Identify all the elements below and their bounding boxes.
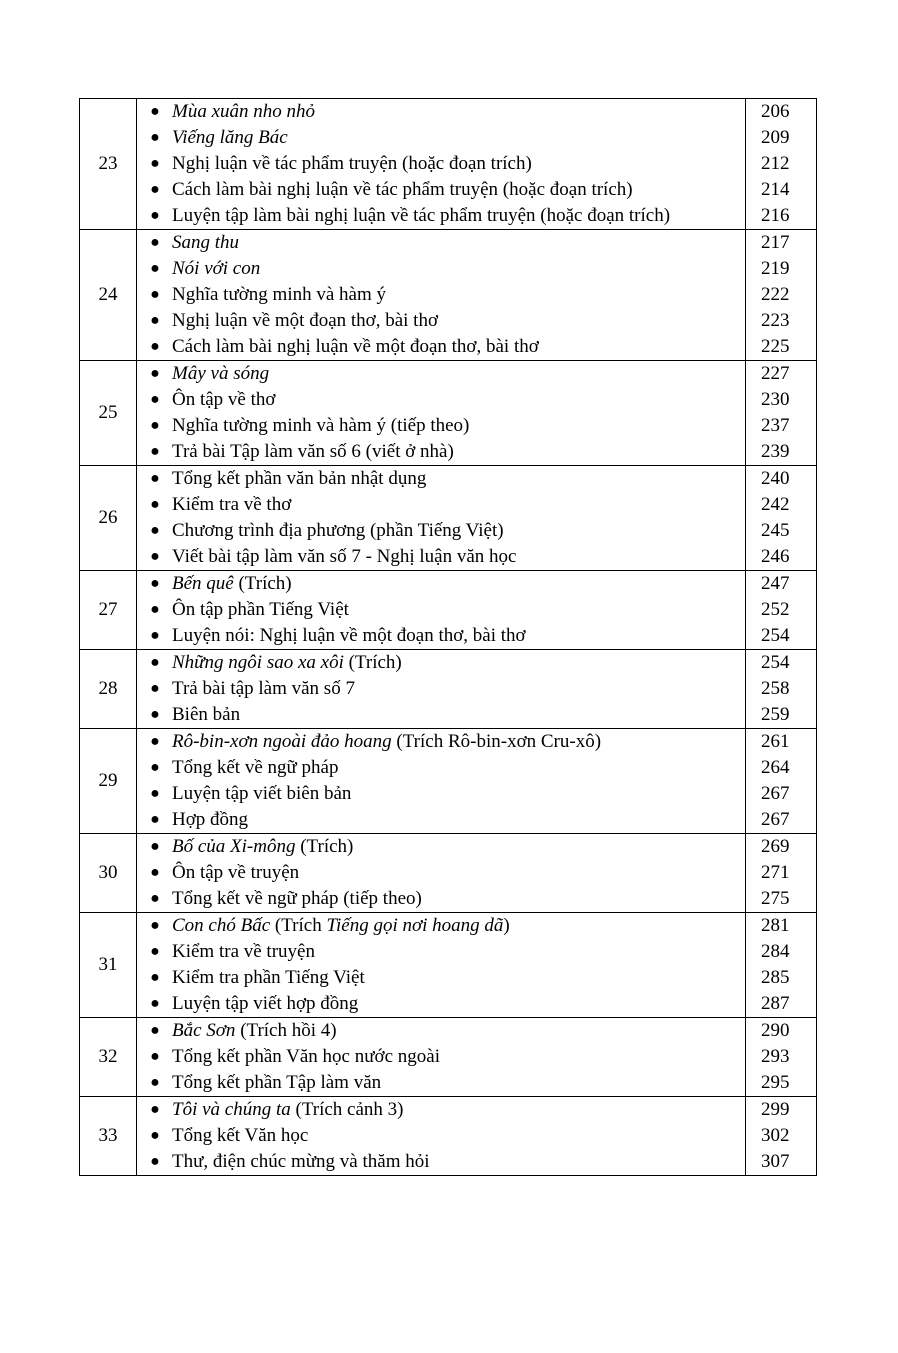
week-number: 27 (80, 571, 137, 650)
page-number: 212 (761, 153, 790, 174)
lesson-text: Kiểm tra về truyện (172, 941, 315, 962)
page-number: 275 (761, 888, 790, 909)
page-number: 254 (761, 652, 790, 673)
bullet-icon: ● (150, 548, 160, 565)
lesson-item (137, 755, 745, 781)
page-number: 254 (761, 625, 790, 646)
lesson-text: Trả bài tập làm văn số 7 (172, 678, 355, 699)
lesson-title-italic: Sang thu (172, 232, 240, 253)
lesson-item (137, 886, 745, 912)
week-row (80, 1018, 817, 1097)
bullet-icon: ● (150, 890, 160, 907)
week-row (80, 99, 817, 230)
lesson-list (137, 650, 746, 729)
bullet-icon: ● (150, 470, 160, 487)
lesson-item (137, 413, 745, 439)
page-list (746, 1097, 817, 1176)
bullet-icon: ● (150, 129, 160, 146)
page-number: 246 (761, 546, 790, 567)
lesson-list (137, 571, 746, 650)
bullet-icon: ● (150, 627, 160, 644)
lesson-text: Nghị luận về tác phẩm truyện (hoặc đoạn trích) (172, 153, 532, 174)
lesson-item (137, 807, 745, 833)
page-number: 258 (761, 678, 790, 699)
lesson-text: (Trích cảnh 3) (290, 1099, 404, 1120)
lesson-list (137, 466, 746, 571)
page-number: 271 (761, 862, 790, 883)
lesson-title-italic: Con chó Bấc (172, 915, 271, 936)
lesson-text: Tổng kết phần Tập làm văn (172, 1072, 382, 1093)
week-number: 32 (80, 1018, 137, 1097)
lesson-list (137, 1097, 746, 1176)
lesson-item (137, 1123, 745, 1149)
lesson-item (137, 623, 745, 649)
page-list (746, 230, 817, 361)
week-number: 30 (80, 834, 137, 913)
bullet-icon: ● (150, 680, 160, 697)
bullet-icon: ● (150, 864, 160, 881)
lesson-item (137, 334, 745, 360)
bullet-icon: ● (150, 995, 160, 1012)
lesson-item (137, 597, 745, 623)
week-row (80, 466, 817, 571)
lesson-title-italic: Viếng lăng Bác (172, 127, 288, 148)
week-number: 25 (80, 361, 137, 466)
lesson-list (137, 1018, 746, 1097)
lesson-text: Thư, điện chúc mừng và thăm hỏi (172, 1151, 430, 1172)
lesson-text: Luyện tập viết hợp đồng (172, 993, 359, 1014)
page-number: 295 (761, 1072, 790, 1093)
page-number: 240 (761, 468, 790, 489)
lesson-text: Nghĩa tường minh và hàm ý (tiếp theo) (172, 415, 470, 436)
lesson-text: Kiểm tra về thơ (172, 494, 292, 515)
page-list (746, 571, 817, 650)
page-list (746, 729, 817, 834)
page-number: 261 (761, 731, 790, 752)
bullet-icon: ● (150, 155, 160, 172)
page-number: 284 (761, 941, 790, 962)
week-row (80, 1097, 817, 1176)
lesson-text: Chương trình địa phương (phần Tiếng Việt) (172, 520, 504, 541)
bullet-icon: ● (150, 365, 160, 382)
lesson-item (137, 991, 745, 1017)
lesson-title-italic: Bố của Xi-mông (172, 836, 296, 857)
page-number: 290 (761, 1020, 790, 1041)
page-number: 267 (761, 783, 790, 804)
lesson-title-italic: Mây và sóng (172, 363, 270, 384)
lesson-text: Ôn tập về truyện (172, 862, 300, 883)
lesson-text: Luyện tập viết biên bản (172, 783, 352, 804)
lesson-item (137, 230, 745, 256)
page-list (746, 99, 817, 230)
lesson-text: Tổng kết phần Văn học nước ngoài (172, 1046, 440, 1067)
lesson-text: Nghị luận về một đoạn thơ, bài thơ (172, 310, 438, 331)
week-row (80, 913, 817, 1018)
bullet-icon: ● (150, 496, 160, 513)
page-number: 230 (761, 389, 790, 410)
page-list (746, 466, 817, 571)
page-number: 225 (761, 336, 790, 357)
lesson-item (137, 860, 745, 886)
page-number: 219 (761, 258, 790, 279)
lesson-text: Nghĩa tường minh và hàm ý (172, 284, 387, 305)
page-number: 299 (761, 1099, 790, 1120)
bullet-icon: ● (150, 654, 160, 671)
lesson-title-italic: Bắc Sơn (172, 1020, 236, 1041)
lesson-item (137, 1097, 745, 1123)
lesson-item (137, 125, 745, 151)
lesson-item (137, 492, 745, 518)
page-number: 259 (761, 704, 790, 725)
lesson-item (137, 1070, 745, 1096)
lesson-text: (Trích (270, 915, 327, 936)
page-number: 214 (761, 179, 790, 200)
lesson-item (137, 177, 745, 203)
lesson-text: Tổng kết về ngữ pháp (tiếp theo) (172, 888, 422, 909)
lesson-list (137, 361, 746, 466)
week-number: 33 (80, 1097, 137, 1176)
page-number: 223 (761, 310, 790, 331)
lesson-item (137, 676, 745, 702)
page-list (746, 1018, 817, 1097)
page-number: 287 (761, 993, 790, 1014)
lesson-text: Ôn tập phần Tiếng Việt (172, 599, 349, 620)
lesson-text: Tổng kết Văn học (172, 1125, 309, 1146)
week-number: 31 (80, 913, 137, 1018)
lesson-item (137, 203, 745, 229)
bullet-icon: ● (150, 1048, 160, 1065)
lesson-text: (Trích) (343, 652, 402, 673)
lesson-item (137, 965, 745, 991)
lesson-item (137, 781, 745, 807)
lesson-item (137, 1018, 745, 1044)
lesson-item (137, 361, 745, 387)
lesson-item (137, 466, 745, 492)
week-row (80, 650, 817, 729)
lesson-text: Hợp đồng (172, 809, 249, 830)
week-row (80, 230, 817, 361)
bullet-icon: ● (150, 260, 160, 277)
page-number: 222 (761, 284, 790, 305)
week-row (80, 729, 817, 834)
page-number: 269 (761, 836, 790, 857)
lesson-item (137, 729, 745, 755)
page-number: 252 (761, 599, 790, 620)
lesson-title-italic: Nói với con (172, 258, 261, 279)
bullet-icon: ● (150, 575, 160, 592)
bullet-icon: ● (150, 417, 160, 434)
page-number: 264 (761, 757, 790, 778)
bullet-icon: ● (150, 443, 160, 460)
lesson-title-italic: Những ngôi sao xa xôi (172, 652, 344, 673)
bullet-icon: ● (150, 838, 160, 855)
lesson-item (137, 702, 745, 728)
bullet-icon: ● (150, 811, 160, 828)
lesson-title-italic: Tôi và chúng ta (172, 1099, 291, 1120)
lesson-text: ) (503, 915, 510, 936)
bullet-icon: ● (150, 785, 160, 802)
bullet-icon: ● (150, 1022, 160, 1039)
lesson-text: Trả bài Tập làm văn số 6 (viết ở nhà) (172, 441, 454, 462)
lesson-text: Cách làm bài nghị luận về một đoạn thơ, bài thơ (172, 336, 539, 357)
week-row (80, 571, 817, 650)
lesson-text: Luyện nói: Nghị luận về một đoạn thơ, bài thơ (172, 625, 526, 646)
week-number: 23 (80, 99, 137, 230)
lesson-list (137, 99, 746, 230)
page-number: 217 (761, 232, 790, 253)
bullet-icon: ● (150, 733, 160, 750)
lesson-text: Luyện tập làm bài nghị luận về tác phẩm truyện (hoặc đoạn trích) (172, 205, 671, 226)
bullet-icon: ● (150, 181, 160, 198)
week-number: 29 (80, 729, 137, 834)
lesson-title-italic: Tiếng gọi nơi hoang dã (326, 915, 504, 936)
lesson-title-italic: Bến quê (172, 573, 234, 594)
week-row (80, 361, 817, 466)
page-number: 267 (761, 809, 790, 830)
lesson-item (137, 282, 745, 308)
page-number: 307 (761, 1151, 790, 1172)
bullet-icon: ● (150, 286, 160, 303)
page-list (746, 650, 817, 729)
lesson-item (137, 834, 745, 860)
lesson-item (137, 151, 745, 177)
page-list (746, 834, 817, 913)
lesson-title-italic: Rô-bin-xơn ngoài đảo hoang (172, 731, 392, 752)
page-list (746, 361, 817, 466)
lesson-list (137, 729, 746, 834)
lesson-item (137, 308, 745, 334)
bullet-icon: ● (150, 103, 160, 120)
lesson-text: (Trích) (233, 573, 292, 594)
lesson-list (137, 834, 746, 913)
page-number: 247 (761, 573, 790, 594)
toc-body (80, 99, 817, 1176)
bullet-icon: ● (150, 601, 160, 618)
week-row (80, 834, 817, 913)
page-number: 281 (761, 915, 790, 936)
page-number: 302 (761, 1125, 790, 1146)
lesson-item (137, 913, 745, 939)
lesson-item (137, 571, 745, 597)
lesson-text: Kiểm tra phần Tiếng Việt (172, 967, 365, 988)
bullet-icon: ● (150, 917, 160, 934)
bullet-icon: ● (150, 706, 160, 723)
lesson-text: Cách làm bài nghị luận về tác phẩm truyện (hoặc đoạn trích) (172, 179, 633, 200)
bullet-icon: ● (150, 759, 160, 776)
page-number: 245 (761, 520, 790, 541)
bullet-icon: ● (150, 391, 160, 408)
bullet-icon: ● (150, 234, 160, 251)
lesson-text: Ôn tập về thơ (172, 389, 276, 410)
lesson-list (137, 230, 746, 361)
bullet-icon: ● (150, 312, 160, 329)
lesson-item (137, 387, 745, 413)
page-number: 227 (761, 363, 790, 384)
lesson-text: Viết bài tập làm văn số 7 - Nghị luận văn học (172, 546, 517, 567)
bullet-icon: ● (150, 207, 160, 224)
table-of-contents (79, 98, 817, 1176)
lesson-text: Tổng kết về ngữ pháp (172, 757, 339, 778)
bullet-icon: ● (150, 338, 160, 355)
bullet-icon: ● (150, 1127, 160, 1144)
lesson-item (137, 650, 745, 676)
lesson-item (137, 1149, 745, 1175)
lesson-list (137, 913, 746, 1018)
week-number: 28 (80, 650, 137, 729)
page-number: 239 (761, 441, 790, 462)
lesson-text: (Trích Rô-bin-xơn Cru-xô) (391, 731, 602, 752)
page-number: 206 (761, 101, 790, 122)
bullet-icon: ● (150, 1153, 160, 1170)
lesson-title-italic: Mùa xuân nho nhỏ (172, 101, 316, 122)
bullet-icon: ● (150, 1101, 160, 1118)
week-number: 26 (80, 466, 137, 571)
bullet-icon: ● (150, 1074, 160, 1091)
lesson-item (137, 99, 745, 125)
page-number: 237 (761, 415, 790, 436)
lesson-text: (Trích) (295, 836, 354, 857)
lesson-text: Tổng kết phần văn bản nhật dụng (172, 468, 427, 489)
lesson-item (137, 518, 745, 544)
page-number: 293 (761, 1046, 790, 1067)
page-number: 242 (761, 494, 790, 515)
week-number: 24 (80, 230, 137, 361)
bullet-icon: ● (150, 522, 160, 539)
page-number: 209 (761, 127, 790, 148)
page-number: 285 (761, 967, 790, 988)
lesson-text: (Trích hồi 4) (235, 1020, 337, 1041)
bullet-icon: ● (150, 969, 160, 986)
page-number: 216 (761, 205, 790, 226)
lesson-item (137, 439, 745, 465)
bullet-icon: ● (150, 943, 160, 960)
lesson-text: Biên bản (172, 704, 241, 725)
lesson-item (137, 256, 745, 282)
page-list (746, 913, 817, 1018)
lesson-item (137, 939, 745, 965)
lesson-item (137, 544, 745, 570)
lesson-item (137, 1044, 745, 1070)
